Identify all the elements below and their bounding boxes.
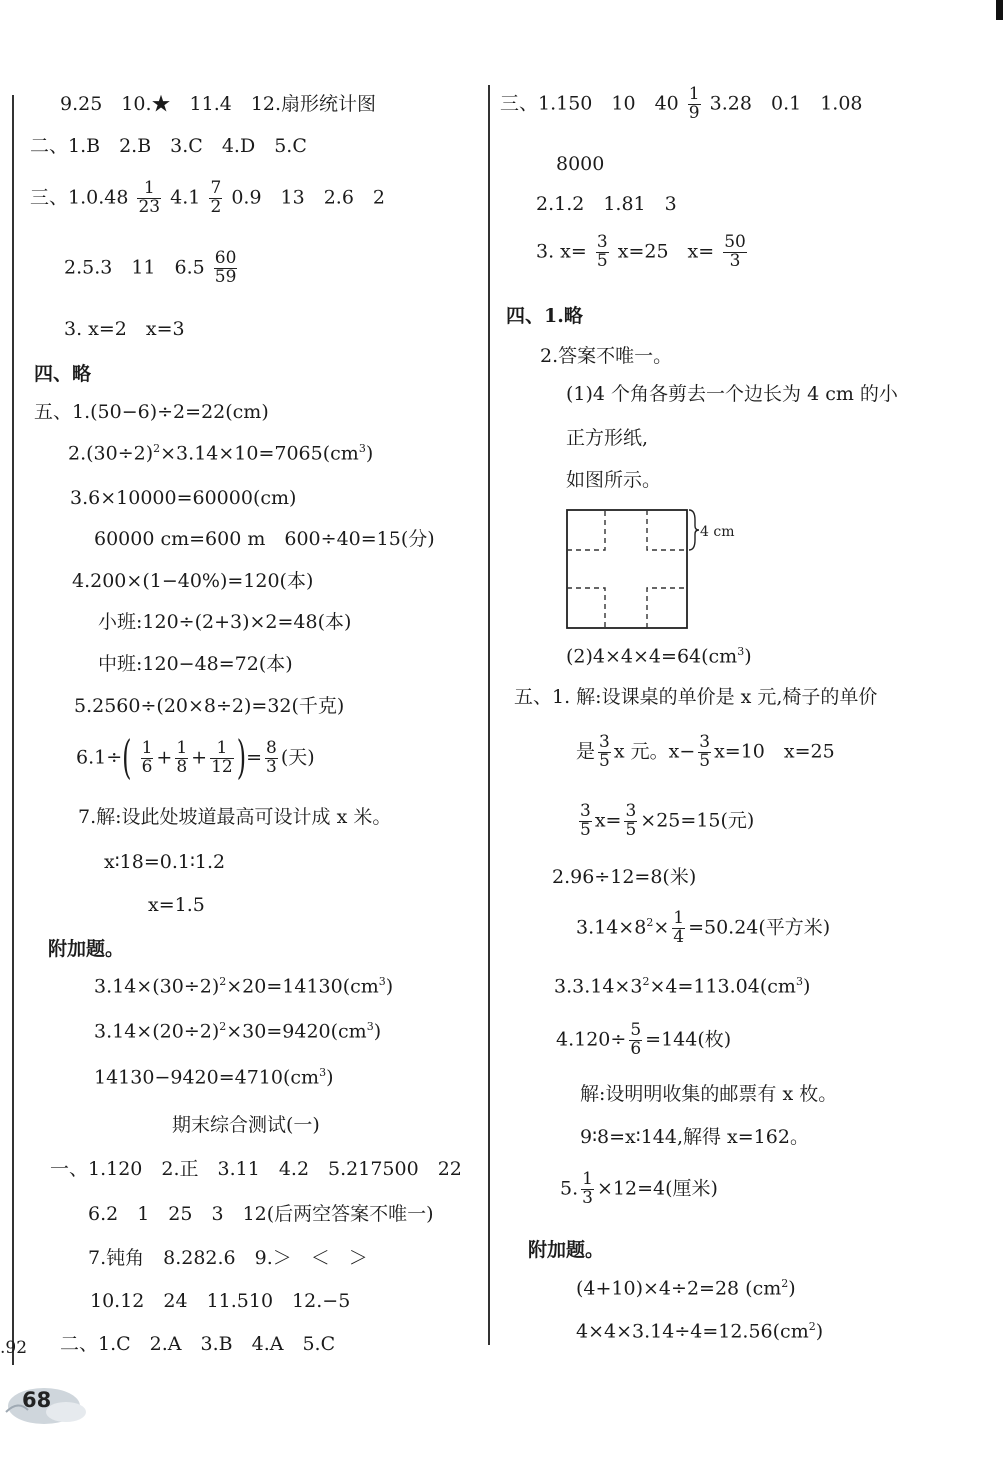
left-line-10: 60000 cm=600 m 600÷40=15(分)	[94, 528, 435, 550]
text: 4.1	[170, 186, 201, 209]
left-margin-rule	[12, 95, 14, 1365]
right-line-11: 五、1. 解:设课桌的单价是 x 元,椅子的单价	[514, 686, 878, 708]
text: 3.28 0.1 1.08	[709, 92, 863, 115]
text: x=10 x=25	[714, 740, 835, 763]
right-line-18: 解:设明明收集的邮票有 x 枚。	[580, 1083, 838, 1105]
right-line-13	[576, 803, 754, 840]
left-line-3	[30, 180, 385, 217]
fraction: $\frac{3}{5}$	[580, 801, 591, 840]
left-line-12: 小班:120÷(2+3)×2=48(本)	[98, 611, 352, 633]
left-line-13: 中班:120−48=72(本)	[98, 653, 293, 675]
left-line-8	[68, 442, 373, 465]
top-right-edge-mark	[996, 0, 1003, 20]
right-line-14: 2.96÷12=8(米)	[552, 866, 697, 888]
left-line-5: 3. x=2 x=3	[64, 318, 185, 340]
fraction: $\frac{3}{5}$	[596, 232, 608, 271]
left-line-2: 二、1.B 2.B 3.C 4.D 5.C	[30, 135, 307, 157]
cut-corners-figure	[563, 506, 743, 632]
right-line-20	[560, 1171, 718, 1208]
text: (天)	[280, 746, 315, 769]
superscript: 3	[358, 442, 366, 455]
text: =50.24(平方米)	[688, 916, 831, 939]
fraction: $\frac{1}{3}$	[582, 1169, 593, 1208]
text: (4+10)×4÷2=28 (cm	[576, 1277, 782, 1300]
left-line-9: 3.6×10000=60000(cm)	[70, 487, 297, 509]
right-line-19: 9∶8=x∶144,解得 x=162。	[580, 1126, 809, 1148]
left-section-4-heading: 四、略	[34, 363, 92, 385]
text: 4.120÷	[556, 1028, 627, 1051]
fraction: $\frac{3}{5}$	[599, 732, 610, 771]
fraction: $\frac{1}{8}$	[176, 738, 188, 777]
left-line-20	[94, 975, 393, 998]
left-line-22	[94, 1066, 333, 1089]
left-line-25: 6.2 1 25 3 12(后两空答案不唯一)	[88, 1203, 434, 1225]
right-section-4-heading: 四、1.略	[506, 305, 583, 327]
fraction: $\frac{3}{5}$	[699, 732, 711, 771]
right-line-2: 8000	[556, 153, 605, 175]
text: =144(枚)	[645, 1028, 732, 1051]
text: ×12=4(厘米)	[596, 1177, 718, 1200]
left-line-26: 7.钝角 8.282.6 9.＞ ＜ ＞	[88, 1247, 368, 1269]
fraction: $\frac{1}{23}$	[138, 178, 161, 217]
left-line-15	[76, 730, 315, 785]
page-number: 68	[22, 1388, 52, 1412]
superscript: 3	[795, 975, 803, 988]
paren: (	[122, 730, 132, 785]
margin-fragment: .92	[0, 1338, 28, 1358]
text: 3.3.14×3	[554, 975, 643, 998]
text: )	[373, 1020, 382, 1043]
text: )	[326, 1066, 334, 1089]
left-line-14: 5.2560÷(20×8÷2)=32(千克)	[74, 695, 345, 717]
text: )	[744, 645, 752, 668]
left-line-7: 五、1.(50−6)÷2=22(cm)	[34, 401, 269, 423]
fraction: $\frac{1}{4}$	[673, 908, 685, 947]
left-line-21	[94, 1020, 381, 1043]
right-line-1	[500, 86, 863, 123]
fraction: $\frac{3}{5}$	[625, 801, 637, 840]
right-line-6: 2.答案不唯一。	[540, 345, 673, 367]
text: 14130−9420=4710(cm	[94, 1066, 320, 1089]
fraction: $\frac{5}{6}$	[630, 1020, 642, 1059]
fraction: $\frac{1}{6}$	[141, 738, 153, 777]
right-line-10	[566, 645, 752, 668]
text: x=	[594, 809, 622, 832]
superscript: 3	[319, 1066, 327, 1079]
left-line-27: 10.12 24 11.510 12.−5	[90, 1290, 351, 1312]
text: +	[156, 746, 173, 769]
right-line-12	[576, 734, 835, 771]
left-bonus-heading: 附加题。	[48, 938, 125, 960]
text: x=25 x=	[617, 240, 715, 263]
superscript: 3	[366, 1020, 374, 1033]
left-line-28: 二、1.C 2.A 3.B 4.A 5.C	[60, 1333, 336, 1355]
superscript: 2	[219, 1020, 227, 1033]
superscript: 2	[219, 975, 227, 988]
right-line-7: (1)4 个角各剪去一个边长为 4 cm 的小	[566, 383, 898, 405]
text: )	[788, 1277, 796, 1300]
text: (2)4×4×4=64(cm	[566, 645, 738, 668]
left-line-16: 7.解:设此处坡道最高可设计成 x 米。	[78, 806, 392, 828]
text: )	[815, 1320, 824, 1343]
text: )	[385, 975, 394, 998]
fraction: $\frac{1}{12}$	[211, 738, 233, 777]
text: ×20=14130(cm	[226, 975, 379, 998]
fraction: $\frac{50}{3}$	[724, 232, 746, 271]
text: 三、1.150 10 40	[500, 92, 679, 115]
left-line-18: x=1.5	[148, 894, 205, 916]
figure-label: 4 cm	[700, 524, 735, 540]
left-line-11: 4.200×(1−40%)=120(本)	[72, 570, 314, 592]
text: 三、1.0.48	[30, 186, 129, 209]
text: 2.(30÷2)	[68, 442, 154, 465]
superscript: 2	[642, 975, 650, 988]
text: 3.14×(20÷2)	[94, 1020, 220, 1043]
fraction: $\frac{7}{2}$	[210, 178, 222, 217]
fraction: $\frac{60}{59}$	[214, 248, 237, 287]
right-line-23	[576, 1320, 823, 1343]
right-line-17	[556, 1022, 731, 1059]
text: 3.14×(30÷2)	[94, 975, 220, 998]
text: ×4=113.04(cm	[649, 975, 796, 998]
right-line-9: 如图所示。	[566, 469, 662, 491]
text: 是	[576, 740, 596, 763]
text: 4×4×3.14÷4=12.56(cm	[576, 1320, 809, 1343]
text: 3.14×8	[576, 916, 647, 939]
right-line-3: 2.1.2 1.81 3	[536, 193, 677, 215]
fraction: $\frac{8}{3}$	[266, 738, 277, 777]
text: 5.	[560, 1177, 579, 1200]
right-line-16	[554, 975, 810, 998]
superscript: 2	[153, 442, 161, 455]
text: 0.9 13 2.6 2	[231, 186, 386, 209]
center-column-rule	[488, 85, 490, 1345]
text: )	[802, 975, 811, 998]
fraction: $\frac{1}{9}$	[688, 84, 700, 123]
text: )	[365, 442, 374, 465]
text: 6.1÷	[76, 746, 123, 769]
left-line-24: 一、1.120 2.正 3.11 4.2 5.217500 22	[50, 1158, 462, 1180]
right-line-22	[576, 1277, 796, 1300]
text: ×3.14×10=7065(cm	[160, 442, 359, 465]
left-line-1: 9.25 10.★ 11.4 12.扇形统计图	[60, 93, 377, 115]
text: 3. x=	[536, 240, 587, 263]
text: ×25=15(元)	[640, 809, 755, 832]
right-line-8: 正方形纸,	[566, 427, 649, 449]
right-line-15	[576, 910, 830, 947]
text: ×	[653, 916, 670, 939]
right-line-4	[536, 234, 750, 271]
text: 2.5.3 11 6.5	[64, 256, 205, 279]
left-line-17: x∶18=0.1∶1.2	[104, 851, 226, 873]
test-title: 期末综合测试(一)	[172, 1114, 320, 1136]
paren: )	[236, 730, 247, 785]
superscript: 3	[378, 975, 386, 988]
text: ×30=9420(cm	[226, 1020, 367, 1043]
superscript: 2	[646, 916, 654, 930]
text: +	[191, 746, 208, 769]
superscript: 2	[808, 1320, 816, 1333]
superscript: 2	[781, 1277, 789, 1290]
text: =	[246, 746, 262, 769]
text: x 元。x−	[613, 740, 696, 763]
left-line-4	[64, 250, 240, 287]
right-bonus-heading: 附加题。	[528, 1239, 605, 1261]
superscript: 3	[737, 645, 745, 658]
